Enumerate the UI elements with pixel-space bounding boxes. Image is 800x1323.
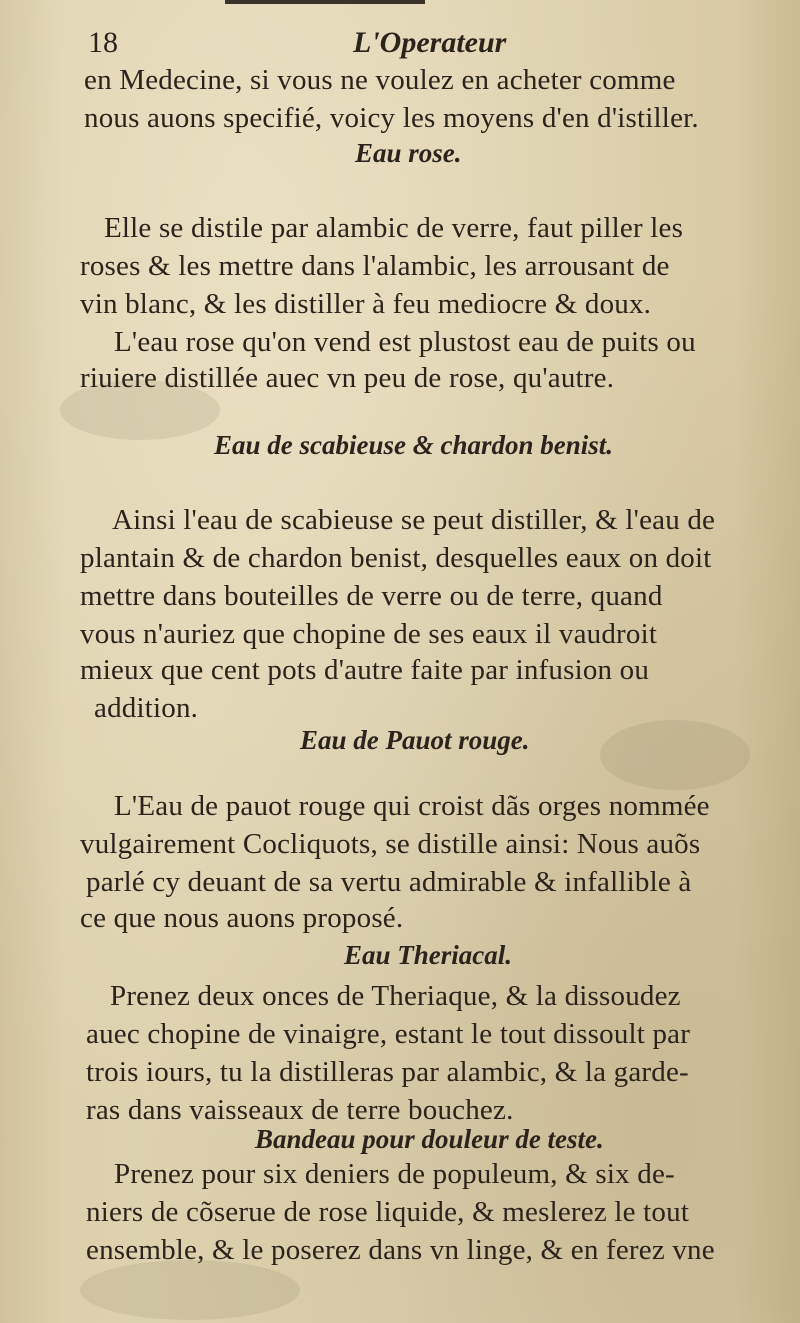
text-line: vous n'auriez que chopine de ses eaux il vaudroit bbox=[80, 618, 658, 650]
text-line: ensemble, & le poserez dans vn linge, & en ferez vne bbox=[86, 1234, 715, 1266]
text-line: addition. bbox=[94, 692, 199, 724]
text-line: plantain & de chardon benist, desquelles eaux on doit bbox=[80, 542, 712, 574]
page-number: 18 bbox=[88, 26, 118, 59]
text-line: vulgairement Cocliquots, se distille ainsi: Nous auõs bbox=[80, 828, 701, 860]
text-line: trois iours, tu la distilleras par alambic, & la garde- bbox=[86, 1056, 689, 1088]
top-rule bbox=[225, 0, 425, 4]
section-heading: Bandeau pour douleur de teste. bbox=[255, 1124, 604, 1154]
text-line: auec chopine de vinaigre, estant le tout dissoult par bbox=[86, 1018, 691, 1050]
section-heading: Eau de Pauot rouge. bbox=[300, 725, 530, 755]
page-header bbox=[88, 26, 740, 66]
text-line: niers de cõserue de rose liquide, & meslerez le tout bbox=[86, 1196, 690, 1228]
text-line: L'eau rose qu'on vend est plustost eau de puits ou bbox=[114, 326, 696, 358]
text-line: ce que nous auons proposé. bbox=[80, 902, 404, 934]
text-line: mettre dans bouteilles de verre ou de terre, quand bbox=[80, 580, 663, 612]
text-line: nous auons specifié, voicy les moyens d'en d'istiller. bbox=[84, 102, 699, 134]
text-line: Prenez deux onces de Theriaque, & la dissoudez bbox=[110, 980, 681, 1012]
section-heading: Eau rose. bbox=[355, 138, 462, 168]
text-line: vin blanc, & les distiller à feu mediocre & doux. bbox=[80, 288, 652, 320]
text-line: L'Eau de pauot rouge qui croist dãs orges nommée bbox=[114, 790, 710, 822]
text-line: Prenez pour six deniers de populeum, & six de- bbox=[114, 1158, 675, 1190]
text-line: roses & les mettre dans l'alambic, les arrousant de bbox=[80, 250, 670, 282]
text-line: ras dans vaisseaux de terre bouchez. bbox=[86, 1094, 514, 1126]
text-line: parlé cy deuant de sa vertu admirable & infallible à bbox=[86, 866, 692, 898]
paper-stain bbox=[600, 720, 750, 790]
section-heading: Eau de scabieuse & chardon benist. bbox=[214, 430, 614, 460]
running-head: L'Operateur bbox=[353, 26, 507, 59]
text-line: riuiere distillée auec vn peu de rose, qu'autre. bbox=[80, 362, 615, 394]
text-line: Elle se distile par alambic de verre, faut piller les bbox=[104, 212, 684, 244]
text-line: mieux que cent pots d'autre faite par infusion ou bbox=[80, 654, 650, 686]
section-heading: Eau Theriacal. bbox=[344, 940, 513, 970]
paper-stain bbox=[80, 1260, 300, 1320]
text-line: Ainsi l'eau de scabieuse se peut distiller, & l'eau de bbox=[112, 504, 716, 536]
text-line: en Medecine, si vous ne voulez en acheter comme bbox=[84, 64, 676, 96]
